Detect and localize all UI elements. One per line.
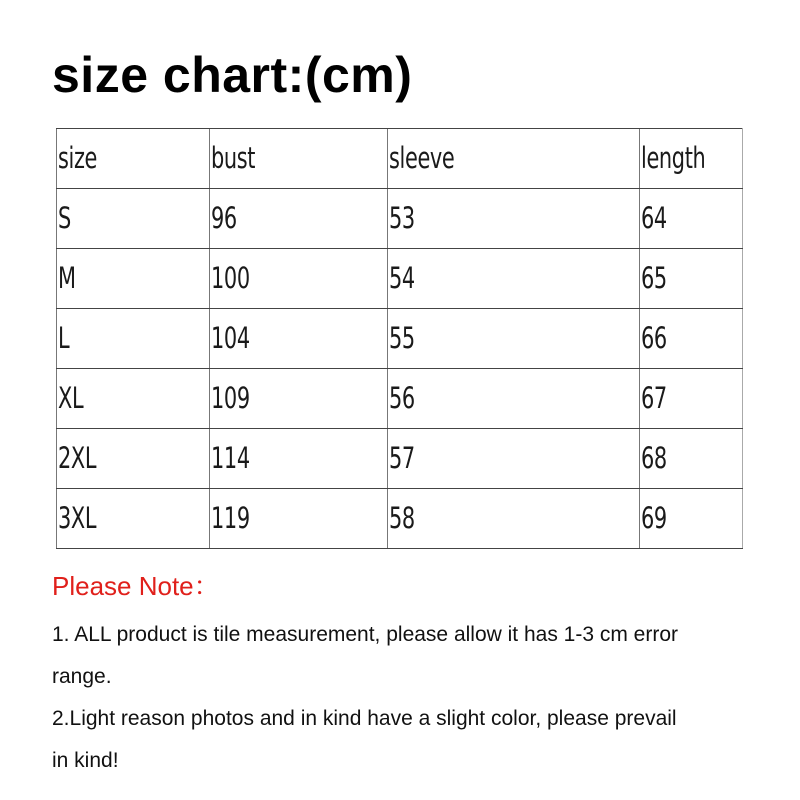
table-cell-sleeve: 53 [388, 189, 639, 249]
table-cell-sleeve: 57 [388, 429, 639, 489]
header-cell-length: length [639, 129, 742, 189]
table-cell-size: L [57, 309, 210, 369]
table-cell-bust: 119 [210, 489, 388, 549]
table-cell-length: 68 [639, 429, 742, 489]
table-row [57, 309, 743, 369]
table-cell-sleeve: 55 [388, 309, 639, 369]
table-row [57, 489, 743, 549]
table-cell-sleeve: 54 [388, 249, 639, 309]
table-header-row [57, 129, 743, 189]
table-row [57, 189, 743, 249]
table-cell-length: 65 [639, 249, 742, 309]
table-cell-bust: 114 [210, 429, 388, 489]
note-line: 1. ALL product is tile measurement, please allow it has 1-3 cm error [52, 623, 679, 646]
header-cell-sleeve: sleeve [388, 129, 639, 189]
note-heading: Please Note： [52, 571, 220, 601]
note-line: range. [52, 665, 112, 688]
table-cell-sleeve: 58 [388, 489, 639, 549]
note-line: in kind! [52, 749, 119, 772]
table-cell-sleeve: 56 [388, 369, 639, 429]
table-cell-bust: 109 [210, 369, 388, 429]
header-cell-size: size [57, 129, 210, 189]
table-cell-size: M [57, 249, 210, 309]
table-cell-bust: 96 [210, 189, 388, 249]
header-cell-bust: bust [210, 129, 388, 189]
table-cell-size: S [57, 189, 210, 249]
table-cell-length: 67 [639, 369, 742, 429]
page-title: size chart:(cm) [52, 47, 413, 103]
table-row [57, 429, 743, 489]
table-row [57, 249, 743, 309]
size-chart-table [56, 128, 743, 549]
table-cell-bust: 104 [210, 309, 388, 369]
note-line: 2.Light reason photos and in kind have a slight color, please prevail [52, 707, 677, 730]
table-row [57, 369, 743, 429]
table-cell-bust: 100 [210, 249, 388, 309]
table-cell-length: 66 [639, 309, 742, 369]
table-cell-length: 69 [639, 489, 742, 549]
table-cell-size: 3XL [57, 489, 210, 549]
table-cell-size: XL [57, 369, 210, 429]
table-cell-size: 2XL [57, 429, 210, 489]
table-cell-length: 64 [639, 189, 742, 249]
